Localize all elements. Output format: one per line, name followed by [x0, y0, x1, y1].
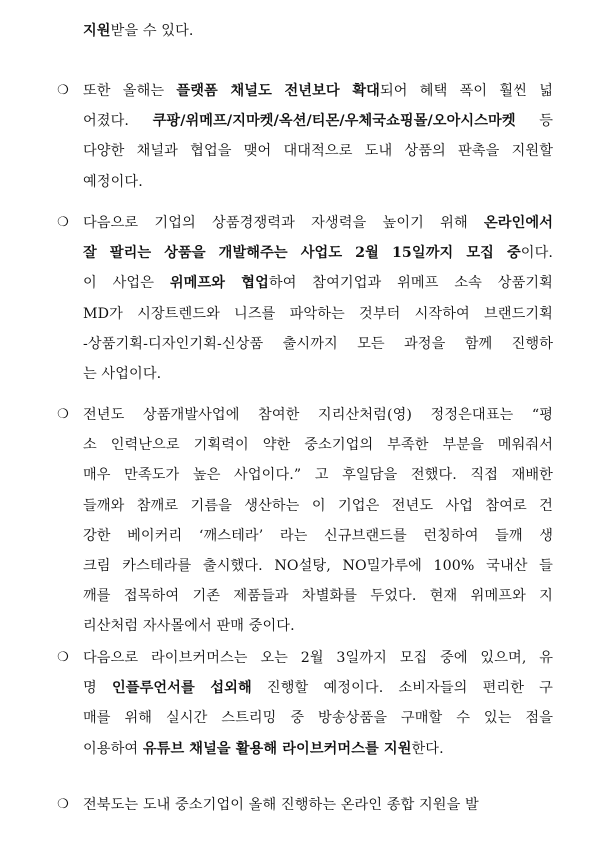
text-segment: 매우 만족도가 높은 사업이다.” 고 후일담을 전했다. 직접 재배한 [83, 467, 553, 484]
bullet-icon: ❍ [57, 797, 69, 812]
text-segment: 등 [515, 113, 553, 130]
text-segment: -상품기획-디자인기획-신상품 출시까지 모든 과정을 함께 진행하 [83, 335, 553, 352]
bold-text-segment: 온라인에서 [483, 215, 553, 231]
text-line [83, 584, 553, 608]
bullet-icon: ❍ [57, 650, 69, 665]
text-line [83, 737, 553, 761]
text-line [83, 524, 553, 548]
text-segment: 소 인력난으로 기획력이 약한 중소기업의 부족한 부분을 메워줘서 [83, 437, 553, 454]
text-segment: 이용하여 [83, 740, 143, 757]
bold-text-segment: 위메프와 협업 [169, 275, 269, 292]
text-segment: 한다. [411, 740, 444, 757]
text-segment: 크림 카스테라를 출시했다. NO설탕, NO밀가루에 100% 국내산 들 [83, 558, 553, 574]
text-segment: 는 사업이다. [83, 366, 162, 382]
text-segment: 리산처럼 자사몰에서 판매 중이다. [83, 618, 295, 635]
text-line [83, 463, 553, 487]
text-segment: 들깨와 참깨로 기름을 생산하는 이 기업은 전년도 사업 참여로 건 [83, 497, 553, 514]
text-segment: 다양한 채널과 협업을 맺어 대대적으로 도내 상품의 판촉을 지원할 [83, 143, 553, 160]
text-line [83, 139, 553, 163]
text-segment: 어졌다. [83, 113, 153, 130]
text-segment: 진행할 예정이다. 소비자들의 편리한 구 [251, 680, 553, 697]
text-line [83, 332, 553, 356]
text-line [83, 793, 553, 817]
text-segment: 다음으로 기업의 상품경쟁력과 자생력을 높이기 위해 [83, 215, 484, 231]
text-segment: 깨를 접목하여 기존 제품들과 차별화를 두었다. 현재 위메프와 지 [83, 588, 553, 605]
text-line [83, 403, 553, 427]
text-line [83, 362, 553, 386]
bold-text-segment: 지원 [83, 23, 111, 39]
text-line [83, 271, 553, 295]
text-segment: 명 [83, 680, 112, 697]
text-segment: 되어 혜택 폭이 훨씬 넓 [379, 83, 553, 99]
text-line [83, 646, 553, 670]
text-segment: 받을 수 있다. [110, 23, 194, 39]
bold-text-segment: 플랫폼 채널도 전년보다 확대 [176, 83, 380, 99]
text-line [83, 614, 553, 638]
text-segment: 강한 베이커리 ‘깨스테라’ 라는 신규브랜드를 런칭하여 들깨 생 [83, 527, 553, 544]
text-segment: 전북도는 도내 중소기업이 올해 진행하는 온라인 종합 지원을 발 [83, 797, 479, 813]
bold-text-segment: 유튜브 채널을 활용해 라이브커머스를 지원 [142, 740, 412, 757]
bullet-icon: ❍ [57, 407, 69, 422]
text-line [83, 302, 553, 326]
text-line [83, 109, 553, 133]
text-line [83, 241, 553, 265]
text-line [83, 494, 553, 518]
text-line [83, 211, 553, 235]
text-line [83, 79, 553, 103]
bold-text-segment: 인플루언서를 섭외해 [111, 680, 252, 697]
bold-text-segment: 쿠팡/위메프/지마켓/옥션/티몬/우체국쇼핑몰/오아시스마켓 [152, 113, 516, 130]
text-line [83, 706, 553, 730]
text-segment: 전년도 상품개발사업에 참여한 지리산처럼(영) 정정은대표는 “평 [83, 407, 553, 423]
text-segment: 이다. [520, 245, 553, 262]
bullet-icon: ❍ [57, 83, 69, 98]
text-segment: 이 사업은 [83, 275, 170, 292]
text-segment: MD가 시장트렌드와 니즈를 파악하는 것부터 시작하여 브랜드기획 [83, 305, 553, 322]
bullet-icon: ❍ [57, 215, 69, 230]
text-segment: 다음으로 라이브커머스는 오는 2월 3일까지 모집 중에 있으며, 유 [83, 650, 553, 666]
text-line [83, 19, 553, 43]
text-line [83, 433, 553, 457]
text-line [83, 554, 553, 578]
text-line [83, 676, 553, 700]
text-segment: 매를 위해 실시간 스트리밍 중 방송상품을 구매할 수 있는 점을 [83, 710, 553, 727]
text-line [83, 170, 553, 194]
text-segment: 예정이다. [83, 173, 143, 190]
bold-text-segment: 잘 팔리는 상품을 개발해주는 사업도 2월 15일까지 모집 중 [83, 245, 521, 262]
text-segment: 하여 참여기업과 위메프 소속 상품기획 [268, 275, 553, 292]
text-segment: 또한 올해는 [83, 83, 177, 99]
